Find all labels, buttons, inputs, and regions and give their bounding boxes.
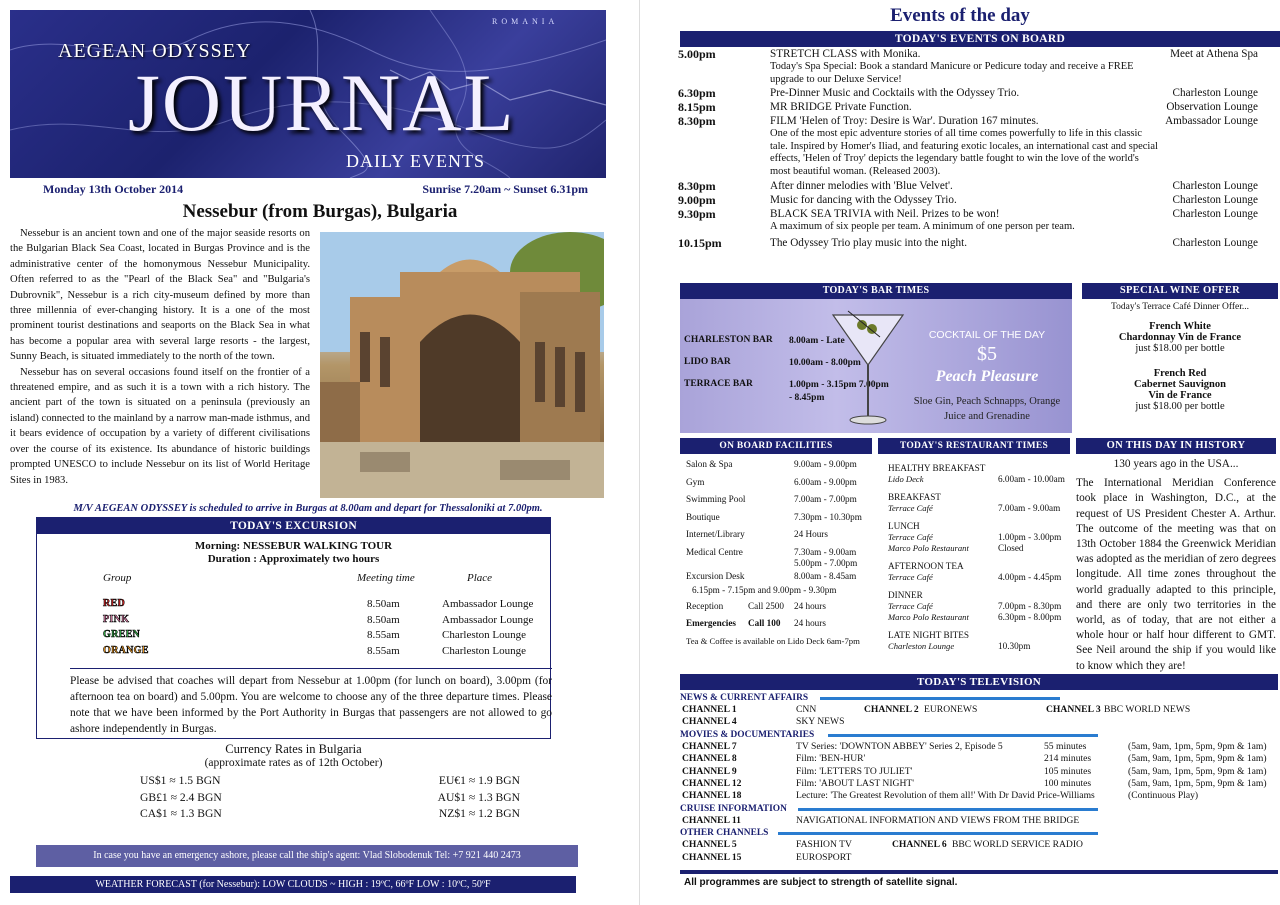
restaurant-item [888,590,1070,623]
event-time: 8.30pm [678,114,716,128]
intro-paragraph-2: Nessebur has on several occasions found itself on the frontier of a threatened empire, and as such it is a town with a rich history. The ancient part of the town is situated on a peninsula (previously an island) connected to the mainland by a narrow man-made isthmus, and it bears evidence of occupation by a variety of different civilisations over the course of its existence. Its abundance of historic buildings prompted UNESCO to include Nessebur on its list of World Heritage Sites in 1983. [10,366,310,486]
channel-5: CHANNEL 5 [682,839,737,851]
meal-venue-row [888,503,1070,514]
tv-movie-row [680,753,1278,765]
channel-15-name: EUROSPORT [796,851,852,863]
event-location: Ambassador Lounge [1165,115,1258,127]
bar-name: CHARLESTON BAR [684,335,773,345]
facility-name: Swimming Pool [686,494,746,505]
tv-movies-rows [680,741,1278,803]
meal-venue: Marco Polo Restaurant [888,612,969,622]
facility-row [680,547,872,571]
channel-4-name: SKY NEWS [796,716,845,728]
emergencies-hours: 24 hours [794,618,826,629]
meal-hours: 6.00am - 10.00am [998,474,1065,484]
map-label: ROMANIA [492,17,559,26]
col-time: Meeting time [357,572,415,584]
movie-showtimes: (Continuous Play) [1128,790,1199,802]
tv-row-5 [680,839,1278,851]
meal-venue-row [888,612,1070,623]
group-name: PINK [103,613,130,625]
movie-showtimes: (5am, 9am, 1pm, 5pm, 9pm & 1am) [1128,753,1267,765]
event-details: One of the most epic adventure stories of all time comes powerfully to life in this classic tale. Inspired by Homer's Iliad, and featuring exotic locales, an international cast and special effects, 'Helen of Troy' depicts the legendary battle fought to win the love of the world's most beautiful woman. (Released 2003). [770,128,1158,177]
channel-3: CHANNEL 3 [1046,704,1101,715]
facility-hours: 8.00am - 8.45am [794,570,857,581]
currency-rate: GB£1 ≈ 2.4 BGN [140,790,222,804]
group-name: ORANGE [103,644,149,656]
journal-subtitle: DAILY EVENTS [346,151,486,171]
facility-hours: 7.30pm - 10.30pm [794,511,862,522]
tv-signal-note: All programmes are subject to strength of satellite signal. [684,877,958,888]
meal-hours: 1.00pm - 3.00pm [998,532,1062,542]
event-row [678,47,1278,86]
restaurant-rows [878,454,1070,652]
channel-4: CHANNEL 4 [682,716,737,728]
meal-hours: 6.30pm - 8.00pm [998,612,1062,622]
movie-duration: 214 minutes [1044,753,1092,765]
meal-venue: Lido Deck [888,474,924,484]
movie-channel: CHANNEL 18 [682,790,742,802]
meal-name: BREAKFAST [888,492,941,502]
sun-times: Sunrise 7.20am ~ Sunset 6.31pm [422,182,588,196]
excursion-duration: Duration : Approximately two hours [207,553,380,565]
meal-venue-row [888,532,1070,543]
bar-name: LIDO BAR [684,357,731,367]
white-wine-price: just $18.00 per bottle [1135,343,1225,354]
group-name: GREEN [103,629,141,640]
event-description [770,86,1160,100]
movie-duration: 55 minutes [1044,740,1087,752]
facility-row [680,512,872,530]
facility-name: Boutique [686,511,720,522]
port-intro [10,226,310,488]
tv-movie-row [680,766,1278,778]
reception-call: Call 2500 [748,600,784,611]
event-description [770,100,1160,114]
event-time: 9.30pm [678,207,716,221]
movie-duration: 100 minutes [1044,777,1092,789]
event-title: The Odyssey Trio play music into the night. [770,236,968,249]
currency-rate: US$1 ≈ 1.5 BGN [140,774,221,787]
history-intro: 130 years ago in the USA... [1113,458,1239,470]
event-description [770,179,1160,193]
meal-name: LATE NIGHT BITES [888,630,969,640]
onboard-events-bar: TODAY'S EVENTS ON BOARD [680,31,1280,47]
restaurant-item [888,561,1070,583]
group-name: RED [103,598,126,609]
wine-intro: Today's Terrace Café Dinner Offer... [1111,302,1249,312]
tv-movie-row [680,778,1278,790]
coach-notice: Please be advised that coaches will depart from Nessebur at 1.00pm (for lunch on board), 3.00pm (for afternoon tea on board) and 5.00pm. You are welcome to choose any of the three departure times. Please note that we have been informed by the Port Authority in Burgas that passengers are not allowed to go ashore independently in Burgas. [70,668,552,737]
bar-times-bar: TODAY'S BAR TIMES [680,283,1072,299]
dateline [43,182,588,197]
red-wine-price: just $18.00 per bottle [1135,401,1225,412]
excursion-desk-extra: 6.15pm - 7.15pm and 9.00pm - 9.30pm [692,584,837,595]
history-bar: ON THIS DAY IN HISTORY [1076,438,1276,454]
movie-channel: CHANNEL 7 [682,740,737,752]
movie-title: Lecture: 'The Greatest Revolution of them all!' With Dr David Price-Williams [796,790,1095,802]
history-text: The International Meridian Conference took place in Washington, D.C., at the request of US President Chester A. Arthur. The outcome of the meeting was that on 13th October 1884 the Greenwick Meridian was adopted as the meridian of zero degrees longitude. All time zones throughout the world gradually adapted to this principle, and there are only two territories in the world, as of today, that are not either a whole hour or half hour different to GMT. See Neil around the ship if you would like to know which they are! [1076,477,1276,672]
bar-hours: 1.00pm - 3.15pm 7.00pm - 8.45pm [789,380,889,403]
tv-news-heading: NEWS & CURRENT AFFAIRS [680,692,1278,704]
movie-showtimes: (5am, 9am, 1pm, 5pm, 9pm & 1am) [1128,740,1267,752]
movie-channel: CHANNEL 8 [682,753,737,765]
bar-times-panel [680,299,1072,433]
meal-venue-row [888,601,1070,612]
restaurant-item [888,521,1070,554]
meeting-time: 8.55am [367,644,400,657]
emergencies-call: Call 100 [748,618,781,629]
event-title: BLACK SEA TRIVIA with Neil. Prizes to be won! [770,208,1000,220]
event-time: 10.15pm [678,235,722,250]
event-location: Charleston Lounge [1172,236,1258,249]
tv-movie-row [680,790,1278,802]
meal-venue: Marco Polo Restaurant [888,543,969,553]
meal-hours: 10.30pm [998,641,1031,651]
currency-rate: EU€1 ≈ 1.9 BGN [438,774,520,787]
currency-row [140,807,520,824]
channel-11: CHANNEL 11 [682,814,741,826]
facility-hours: 9.00am - 9.00pm [794,459,857,469]
facility-row [680,477,872,495]
excursion-table [37,572,550,660]
event-row [678,179,1278,193]
cocktail-label: COCKTAIL OF THE DAY [928,329,1046,341]
meeting-time: 8.55am [367,629,400,641]
event-location: Charleston Lounge [1172,208,1258,220]
ruins-illustration [320,232,604,498]
event-row [678,114,1278,178]
meal-venue-row [888,572,1070,583]
facility-name: Medical Centre [686,546,743,557]
meal-venue: Terrace Café [888,503,933,513]
facility-name: Gym [686,476,705,487]
cocktail-name: Peach Pleasure [935,368,1039,385]
event-location: Charleston Lounge [1172,194,1258,206]
channel-6: CHANNEL 6 [892,839,947,851]
facility-hours: 24 Hours [794,529,828,540]
cocktail-ingredients: Sloe Gin, Peach Schnapps, Orange Juice and Grenadine [913,396,1061,422]
weather-forecast: WEATHER FORECAST (for Nessebur): LOW CLOUDS ~ HIGH : 19ºC, 66ºF LOW : 10ºC, 50ºF [10,876,576,893]
tv-cruise-heading: CRUISE INFORMATION [680,803,1278,815]
event-description [770,207,1160,234]
restaurant-bar: TODAY'S RESTAURANT TIMES [878,438,1070,454]
event-details: Today's Spa Special: Book a standard Manicure or Pedicure today and receive a FREE upgrade to our Deluxe Service! [770,61,1134,85]
movie-showtimes: (5am, 9am, 1pm, 5pm, 9pm & 1am) [1128,777,1267,789]
facility-hours: 6.00am - 9.00pm [794,476,857,487]
movie-channel: CHANNEL 9 [682,765,737,777]
masthead [10,10,606,178]
meal-name: DINNER [888,590,923,600]
facility-name: Excursion Desk [686,570,745,581]
facility-hours: 7.30am - 9.00am 5.00pm - 7.00pm [794,546,858,568]
restaurant-item [888,463,1070,485]
excursion-name: Morning: NESSEBUR WALKING TOUR [194,540,393,552]
tv-movies-heading: MOVIES & DOCUMENTARIES [680,729,1278,741]
channel-1-name: CNN [796,704,817,715]
restaurant-item [888,630,1070,652]
tv-divider [680,870,1278,874]
channel-3-name: BBC WORLD NEWS [1104,704,1191,715]
facilities-rows [680,459,872,589]
facilities-bar: ON BOARD FACILITIES [680,438,872,454]
facility-row [680,459,872,477]
event-time: 5.00pm [678,47,716,61]
event-row [678,86,1278,100]
event-description [770,193,1160,207]
facility-name: Internet/Library [686,529,745,540]
movie-title: Film: 'BEN-HUR' [796,753,866,765]
facility-row [680,529,872,547]
col-place: Place [467,572,493,584]
currency-row [140,774,520,791]
meal-venue: Charleston Lounge [888,641,955,651]
channel-11-name: NAVIGATIONAL INFORMATION AND VIEWS FROM THE BRIDGE [796,814,1080,826]
meal-hours: 4.00pm - 4.45pm [998,572,1062,582]
white-wine-title: French White [1149,321,1211,332]
bar-times-section [680,283,1072,433]
currency-rate: CA$1 ≈ 1.3 BGN [140,807,222,820]
facility-hours: 7.00am - 7.00pm [794,494,857,505]
wine-offer-section [1082,283,1278,412]
excursion-row [37,598,550,614]
facility-name: Salon & Spa [686,459,733,469]
excursion-header-row [37,572,550,598]
ship-schedule: M/V AEGEAN ODYSSEY is scheduled to arrive in Burgas at 8.00am and depart for Thessaloniki at 7.00pm. [73,503,543,514]
reception-label: Reception [686,600,724,611]
movie-title: Film: 'LETTERS TO JULIET' [796,765,913,777]
martini-glass-icon [828,305,908,430]
restaurant-item [888,492,1070,514]
event-title: FILM 'Helen of Troy: Desire is War'. Duration 167 minutes. [770,115,1039,127]
col-group: Group [103,572,132,584]
event-row [678,236,1278,250]
currency-subtitle: (approximate rates as of 12th October) [204,757,383,769]
event-time: 8.15pm [678,100,716,114]
intro-paragraph-1: Nessebur is an ancient town and one of the major seaside resorts on the Bulgarian Black Sea Coast, located in Burgas Province and is the administrative center of the homonymous Nessebur Municipality. Often referred to as the "Pearl of the Black Sea" and "Bulgaria's Dubrovnik", Nessebur is a rich city-museum defined by more than three millennia of ever-changing history. It is a one of the most prominent tourist destinations and seaports on the Black Sea in what has become a popular area with several large resorts - the largest, Sunny Beach, is situated immediately to the north of the town. [10,228,310,363]
movie-title: Film: 'ABOUT LAST NIGHT' [796,777,914,789]
cocktail-price: $5 [977,343,997,365]
tv-section [680,674,1278,896]
excursion-rows [37,598,550,660]
event-title: MR BRIDGE Private Function. [770,101,912,113]
excursion-bar: TODAY'S EXCURSION [37,518,550,534]
facility-row [680,571,872,589]
events-title: Events of the day [890,5,1030,26]
meal-name: LUNCH [888,521,920,531]
meal-name: HEALTHY BREAKFAST [888,463,986,473]
meal-hours: Closed [998,543,1024,553]
meeting-time: 8.50am [367,613,400,626]
church-ruins-photo [320,232,604,498]
event-location: Charleston Lounge [1172,180,1258,192]
meeting-place: Ambassador Lounge [442,613,534,626]
restaurant-section [878,438,1070,659]
excursion-row [37,645,550,661]
event-time: 8.30pm [678,179,716,193]
event-title: STRETCH CLASS with Monika. [770,48,921,60]
tea-coffee-note: Tea & Coffee is available on Lido Deck 6am-7pm [686,635,860,646]
meal-venue-row [888,543,1070,554]
emergency-contact: In case you have an emergency ashore, please call the ship's agent: Vlad Slobodenuk Tel: +7 921 440 2473 [36,845,578,867]
movie-title: TV Series: 'DOWNTON ABBEY' Series 2, Episode 5 [796,740,1003,752]
event-location: Charleston Lounge [1172,87,1258,99]
brand-name: AEGEAN ODYSSEY [58,40,252,62]
issue-date: Monday 13th October 2014 [43,182,184,196]
meal-hours: 7.00pm - 8.30pm [998,601,1062,611]
meeting-time: 8.50am [367,598,400,610]
movie-channel: CHANNEL 12 [682,777,742,789]
channel-15: CHANNEL 15 [682,851,742,863]
event-description [770,47,1160,86]
meeting-place: Ambassador Lounge [442,598,534,610]
tv-row-1 [680,704,1278,716]
channel-1: CHANNEL 1 [682,704,737,715]
excursion-row [37,614,550,630]
red-wine-title: French Red [1153,368,1207,379]
reception-hours: 24 hours [794,600,826,611]
tv-bar: TODAY'S TELEVISION [680,674,1278,690]
meal-venue-row [888,474,1070,485]
meal-hours: 7.00am - 9.00am [998,503,1061,513]
event-time: 9.00pm [678,193,716,207]
event-title: Music for dancing with the Odyssey Trio. [770,194,957,206]
channel-6-name: BBC WORLD SERVICE RADIO [952,839,1083,851]
event-row [678,207,1278,234]
currency-row [140,791,520,808]
bar-name: TERRACE BAR [684,379,753,389]
movie-duration: 105 minutes [1044,765,1092,777]
currency-rate: AU$1 ≈ 1.3 BGN [437,790,520,804]
history-section [1076,438,1276,674]
emergencies-label: Emergencies [686,618,737,629]
emergencies-row [680,618,872,636]
right-page [640,0,1280,905]
bar-hours: 8.00am - Late [789,336,845,346]
facility-row [680,494,872,512]
tv-row-11 [680,815,1278,827]
event-title: Pre-Dinner Music and Cocktails with the Odyssey Trio. [770,87,1020,99]
tv-other-heading: OTHER CHANNELS [680,827,1278,839]
channel-2: CHANNEL 2 [864,704,919,715]
bar-hours: 10.00am - 8.00pm [789,358,861,368]
currency-title: Currency Rates in Bulgaria [225,742,362,756]
red-wine-name-2: Vin de France [1148,390,1212,401]
currency-rate: NZ$1 ≈ 1.2 BGN [438,807,520,820]
journal-title: JOURNAL [128,57,516,148]
meal-venue: Terrace Café [888,532,933,542]
red-wine-name-1: Cabernet Sauvignon [1134,379,1226,390]
meeting-place: Charleston Lounge [442,644,527,657]
currency-grid [140,774,520,824]
tv-row-4 [680,716,1278,728]
meal-venue: Terrace Café [888,572,933,582]
channel-5-name: FASHION TV [796,839,852,851]
port-title: Nessebur (from Burgas), Bulgaria [182,201,458,222]
channel-2-name: EURONEWS [924,704,978,715]
meal-venue: Terrace Café [888,601,933,611]
event-row [678,193,1278,207]
event-location: Meet at Athena Spa [1170,48,1258,60]
wine-offer-bar: SPECIAL WINE OFFER [1082,283,1278,299]
meeting-place: Charleston Lounge [442,629,527,641]
excursion-row [37,629,550,645]
excursion-heading [37,540,550,566]
event-row [678,100,1278,114]
events-list [678,47,1278,250]
white-wine-name: Chardonnay Vin de France [1118,332,1242,343]
cocktail-of-day [912,329,1062,424]
reception-row [680,601,872,619]
meal-name: AFTERNOON TEA [888,561,964,571]
event-time: 6.30pm [678,86,716,100]
event-location: Observation Lounge [1166,101,1258,113]
tv-movie-row [680,741,1278,753]
event-description [770,114,1160,178]
meal-venue-row [888,641,1070,652]
excursion-section [36,517,551,739]
currency-section [36,742,551,820]
event-description [770,236,1160,250]
tv-row-15 [680,852,1278,864]
movie-showtimes: (5am, 9am, 1pm, 5pm, 9pm & 1am) [1128,765,1267,777]
event-details: A maximum of six people per team. A minimum of one person per team. [770,221,1075,232]
facilities-section [680,438,872,646]
event-title: After dinner melodies with 'Blue Velvet'. [770,180,953,192]
